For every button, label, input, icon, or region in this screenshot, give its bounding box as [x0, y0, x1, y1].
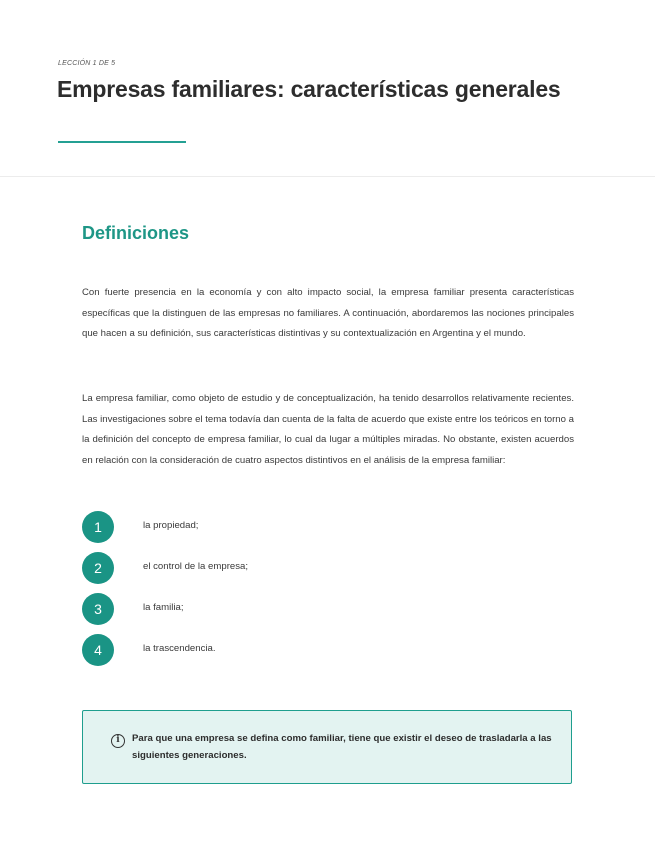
context-paragraph: La empresa familiar, como objeto de estudio y de conceptualización, ha tenido desarrollos relativamente recientes. Las investigaciones sobre el tema todavía dan cuenta de la falta de acuerdo que existe entre los teóricos en torno a la definición del concepto de empresa familiar, lo cual da lugar a múltiples miradas. No obstante, existen acuerdos en relación con la consideración de cuatro aspectos distintivos en el análisis de la empresa familiar:: [82, 393, 574, 466]
lesson-counter: LECCIÓN 1 DE 5: [58, 60, 116, 67]
intro-paragraph: Con fuerte presencia en la economía y con alto impacto social, la empresa familiar presenta características específicas que la distinguen de las empresas no familiares. A continuación, abordaremos las nociones principales que hacen a su definición, sus características distintivas y su contextualización en Argentina y el mundo.: [82, 287, 574, 339]
number-badge: 3: [82, 593, 114, 625]
title-underline: [58, 141, 186, 143]
lesson-header: [0, 0, 655, 177]
list-item: [82, 592, 574, 633]
number-badge: 2: [82, 552, 114, 584]
info-note: [82, 710, 572, 784]
section-heading: Definiciones: [82, 223, 190, 243]
number-badge: 1: [82, 511, 114, 543]
note-text: Para que una empresa se defina como familiar, tiene que existir el deseo de trasladarla a las siguientes generaciones.: [132, 733, 552, 761]
lesson-title: Empresas familiares: características generales: [57, 76, 561, 102]
list-item: [82, 510, 574, 551]
numbered-list: [82, 510, 574, 674]
list-item-text: la familia;: [143, 602, 184, 613]
info-icon: i: [111, 734, 125, 748]
list-item-text: la propiedad;: [143, 520, 199, 531]
list-item-text: la trascendencia.: [143, 643, 216, 654]
list-item-text: el control de la empresa;: [143, 561, 249, 572]
list-item: [82, 551, 574, 592]
number-badge: 4: [82, 634, 114, 666]
list-item: [82, 633, 574, 674]
